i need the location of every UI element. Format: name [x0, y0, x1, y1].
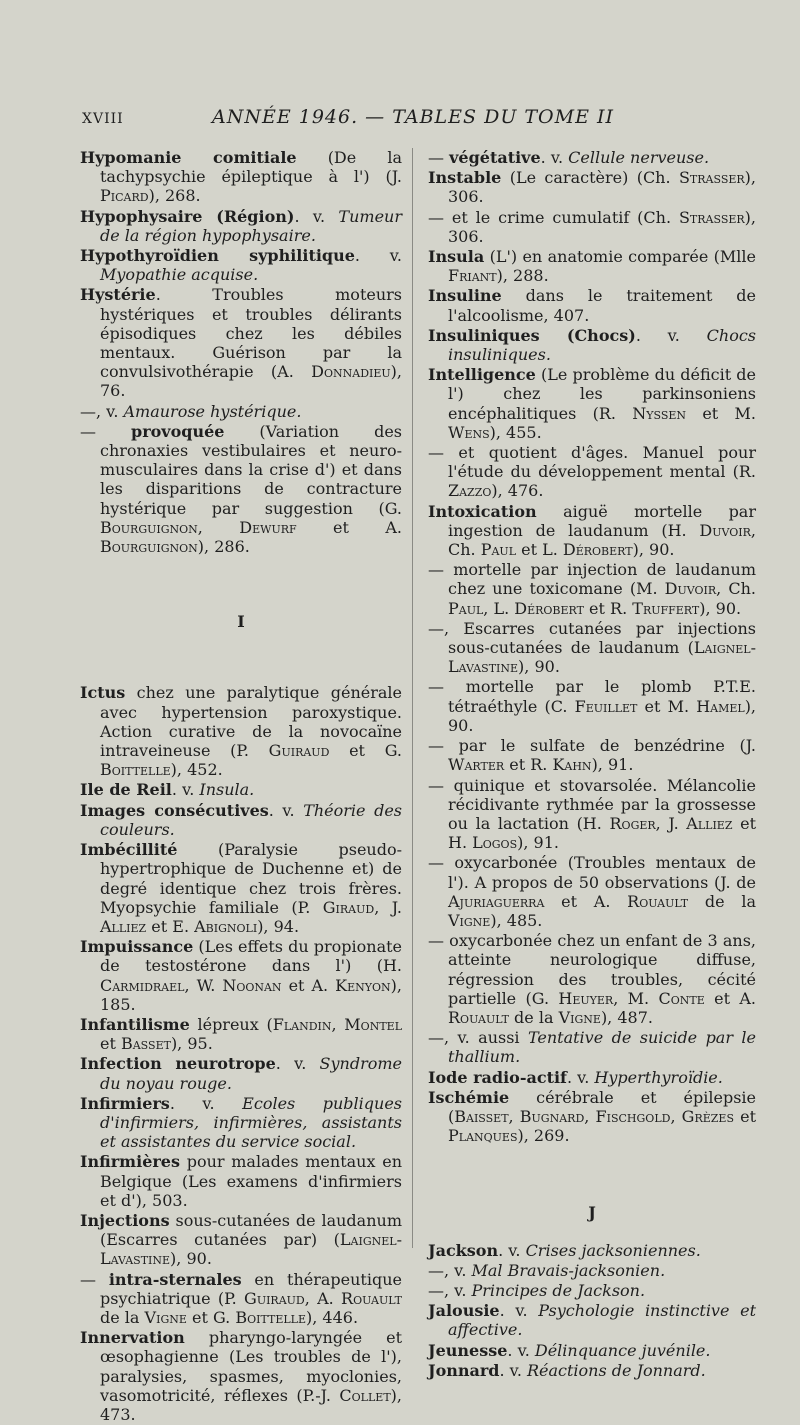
author-name: Conte	[658, 988, 705, 1008]
entry-text: ), 91.	[591, 755, 634, 775]
column-divider	[412, 148, 413, 1248]
cross-reference: Hyperthyroïdie.	[594, 1067, 723, 1087]
entry-text: (Variation des chronaxies vestibulaires et neuro-musculaires dans la crise d') et dans les disparitions de contracture hystérique par suggestion (G.	[100, 421, 402, 518]
index-entry	[428, 1361, 756, 1380]
entry-headword: Jalousie	[428, 1301, 500, 1321]
index-entry	[428, 365, 756, 442]
index-entry	[80, 422, 402, 556]
index-entry	[80, 207, 402, 245]
author-name: Bugnard	[519, 1106, 585, 1126]
entry-text: et A.	[704, 988, 756, 1008]
author-name: Guiraud	[268, 741, 330, 761]
entry-text: et H.	[448, 813, 757, 853]
entry-text: . v.	[498, 1240, 526, 1260]
entry-text: de la	[508, 1007, 559, 1027]
author-name: Baisset	[454, 1106, 509, 1126]
entry-text: , W.	[184, 975, 223, 995]
entry-text: — oxycarbonée (Troubles mentaux de l'). A propos de 50 observations (J. de	[428, 853, 756, 892]
entry-headword: Ile de Reil	[80, 780, 172, 800]
entry-text: de la	[688, 891, 756, 911]
author-name: Friant	[448, 266, 497, 286]
entry-text: ), 90.	[632, 540, 675, 560]
index-entries-right-top	[428, 148, 756, 1145]
entry-text: —, Escarres cutanées par injections sous-cutanées de laudanum (	[428, 618, 756, 658]
entry-text: , J.	[374, 897, 402, 917]
index-entry	[80, 246, 402, 284]
entry-text: aiguë mortelle par ingestion de laudanum (H.	[448, 501, 756, 540]
author-name: Rouault	[627, 891, 689, 911]
entry-text: ), 288.	[496, 266, 549, 286]
entry-text: (Le problème du déficit de l') chez les parkinsoniens encéphalitiques (R.	[448, 365, 756, 423]
entry-text: . v.	[635, 325, 707, 345]
author-name: Kahn	[552, 755, 592, 775]
entry-text: —	[428, 148, 450, 167]
cross-reference: Myopathie acquise.	[100, 265, 259, 285]
entry-text: . v.	[294, 206, 339, 226]
author-name: Warter	[448, 755, 505, 775]
index-entry	[428, 1301, 756, 1339]
entry-text: et A.	[296, 517, 403, 537]
index-entry	[80, 1015, 402, 1053]
entry-text: , A.	[304, 1288, 342, 1308]
author-name: Grèzes	[681, 1106, 734, 1126]
entry-text: — mortelle par le plomb P.T.E. tétraéthyle (C.	[428, 677, 756, 716]
entry-text: ), 306.	[448, 207, 756, 246]
entry-text: . v.	[354, 246, 402, 266]
cross-reference: Chocs insuliniques.	[448, 325, 756, 365]
author-name: Rouault	[341, 1288, 402, 1308]
author-name: Zazzo	[448, 481, 492, 501]
author-name: Rouault	[448, 1007, 509, 1027]
entry-text: ,	[197, 517, 240, 537]
entry-headword: Infirmières	[80, 1152, 180, 1172]
entry-text: ,	[331, 1014, 345, 1034]
index-entry	[428, 247, 756, 285]
entry-text: (Paralysie pseudo-hypertrophique de Duchenne et) de degré identique chez trois frères. Myopsychie familiale (P.	[100, 840, 402, 917]
entry-text: ,	[584, 1106, 596, 1126]
entry-text: . v.	[507, 1340, 535, 1360]
running-title: ANNÉE 1946. — TABLES DU TOME II	[212, 106, 614, 128]
author-name: Heuyer	[558, 988, 614, 1008]
entry-text: —, v.	[428, 1280, 472, 1300]
index-entry	[428, 1241, 756, 1260]
right-column	[428, 148, 756, 1381]
index-entry	[80, 402, 402, 421]
author-name: Wens	[448, 422, 490, 442]
entry-text: ), 95.	[170, 1034, 213, 1054]
cross-reference: Mal Bravais-jacksonien.	[471, 1260, 666, 1280]
entry-text: sous-cutanées de laudanum (Escarres cutanées par) (	[100, 1210, 402, 1250]
entry-headword: intra-sternales	[108, 1269, 242, 1289]
cross-reference: Crises jacksoniennes.	[525, 1240, 701, 1260]
author-name: Abignoli	[194, 916, 258, 936]
index-entry	[428, 286, 756, 324]
entry-text: et M.	[637, 696, 697, 716]
author-name: Nyssen	[632, 403, 687, 423]
index-entry	[428, 502, 756, 560]
index-entry	[428, 619, 756, 677]
index-entry	[428, 1028, 756, 1066]
index-entry	[428, 1088, 756, 1146]
author-name: Kenyon	[335, 975, 391, 995]
entry-text: —, v. aussi	[428, 1028, 528, 1048]
author-name: Basset	[120, 1034, 171, 1054]
entry-text: ,	[670, 1106, 682, 1126]
author-name: Giraud	[322, 897, 375, 917]
entry-headword: Hypomanie comitiale	[80, 148, 297, 167]
section-letter-j: J	[588, 1203, 596, 1223]
index-entry	[428, 168, 756, 206]
index-entry	[428, 853, 756, 930]
author-name: Alliez	[686, 813, 733, 833]
entry-headword: Jonnard	[428, 1360, 500, 1380]
author-name: Dérobert	[514, 598, 584, 618]
author-name: Collet	[339, 1385, 391, 1405]
cross-reference: Psychologie instinctive et affective.	[448, 1301, 756, 1340]
author-name: Alliez	[100, 916, 147, 936]
index-entry	[80, 1094, 402, 1152]
section-letter-i: I	[237, 612, 245, 632]
author-name: Paul	[448, 598, 484, 618]
entry-text: . Troubles moteurs hystériques et troubles délirants épisodiques chez les débiles mentaux. Guérison par la convulsivothérapie (A.	[100, 285, 402, 382]
entry-text: —	[80, 1269, 109, 1289]
author-name: Noonan	[222, 975, 282, 995]
entry-text: et E.	[146, 916, 195, 936]
index-entry	[428, 736, 756, 774]
index-entry	[80, 801, 402, 839]
cross-reference: Ecoles publiques d'infirmiers, infirmières, assistants et assistantes du service social.	[100, 1093, 403, 1152]
entry-text: ), 90.	[518, 657, 560, 677]
cross-reference: Principes de Jackson.	[471, 1280, 646, 1300]
index-entry	[428, 931, 756, 1027]
entry-headword: Infantilisme	[80, 1014, 190, 1034]
author-name: Vigne	[144, 1307, 187, 1327]
entry-text: —, v.	[80, 401, 124, 421]
cross-reference: Syndrome du noyau rouge.	[100, 1054, 402, 1093]
author-name: Fischgold	[595, 1106, 671, 1126]
entry-text: — mortelle par injection de laudanum chez une toxicomane (M.	[428, 560, 756, 599]
cross-reference: Théorie des couleurs.	[100, 800, 402, 839]
index-entry	[428, 560, 756, 618]
entry-text: ,	[508, 1106, 520, 1126]
entry-text: ), 269.	[517, 1126, 570, 1146]
author-name: Montel	[344, 1014, 402, 1034]
index-entry	[428, 1341, 756, 1360]
author-name: Guiraud	[244, 1288, 305, 1308]
author-name: Dérobert	[562, 540, 633, 560]
index-entry	[428, 776, 756, 853]
entry-text: ), 90.	[448, 696, 757, 735]
entry-text: . v.	[169, 1093, 243, 1113]
entry-headword: Instable	[428, 168, 502, 188]
entry-text: — oxycarbonée chez un enfant de 3 ans, atteinte neurologique diffuse, régression des troubles, cécité partielle (G.	[428, 931, 756, 1008]
index-entry	[80, 285, 402, 400]
entry-text: —, v.	[428, 1260, 472, 1280]
index-entry	[80, 683, 402, 779]
index-entry	[80, 1270, 402, 1328]
entry-text: ), 485.	[490, 910, 543, 930]
author-name: Logos	[472, 833, 518, 853]
cross-reference: Délinquance juvénile.	[534, 1340, 711, 1360]
entry-text: et	[100, 1034, 121, 1054]
entry-text: pour malades mentaux en Belgique (Les examens d'infirmiers et d'), 503.	[100, 1152, 402, 1210]
entry-headword: Hypothyroïdien syphilitique	[80, 246, 355, 266]
entry-text: . v.	[540, 148, 569, 167]
entry-headword: Hypophysaire (Région)	[80, 206, 295, 226]
entry-text: (Les effets du propionate de testostérone dans l') (H.	[100, 937, 402, 976]
entry-text: . v.	[566, 1067, 595, 1087]
index-entry	[80, 1211, 402, 1269]
author-name: Truffert	[632, 598, 700, 618]
entry-text: dans le traitement de l'alcoolisme, 407.	[448, 286, 756, 325]
entry-headword: Insuline	[428, 286, 502, 306]
entry-text: ), 452.	[170, 760, 223, 780]
entry-text: et G.	[186, 1307, 236, 1327]
entry-headword: Infirmiers	[80, 1093, 170, 1113]
entry-text: — et le crime cumulatif (Ch.	[428, 207, 679, 227]
entry-headword: Innervation	[80, 1328, 185, 1348]
author-name: Strasser	[678, 207, 745, 227]
author-name: Feuillet	[574, 696, 638, 716]
author-name: Vigne	[448, 910, 491, 930]
entry-text: ), 76.	[100, 362, 402, 401]
entry-text: , L.	[483, 598, 515, 618]
author-name: Laignel-Lavastine	[448, 638, 756, 677]
entry-text: ), 91.	[517, 833, 559, 853]
page-number: XVIII	[82, 111, 124, 127]
author-name: Hamel	[696, 696, 745, 716]
index-entries-right-bottom	[428, 1241, 756, 1380]
author-name: Flandin	[272, 1014, 332, 1034]
entry-text: et R.	[583, 598, 633, 618]
cross-reference: Cellule nerveuse.	[568, 148, 710, 167]
entry-text: . v.	[499, 1301, 539, 1321]
index-entry	[80, 1328, 402, 1424]
cross-reference: Insula.	[199, 780, 255, 800]
entry-text: lépreux (	[189, 1014, 273, 1034]
entry-text: , Ch.	[716, 579, 756, 599]
entry-text: . v.	[171, 780, 200, 800]
author-name: Boittelle	[100, 760, 171, 780]
entry-text: ), 268.	[148, 186, 201, 206]
author-name: Boittelle	[235, 1307, 307, 1327]
index-entry	[428, 1281, 756, 1300]
author-name: Picard	[100, 186, 149, 206]
index-entry	[80, 840, 402, 936]
entry-text: ), 90.	[699, 598, 742, 618]
left-column	[80, 148, 402, 1425]
entry-headword: Infection neurotrope	[80, 1054, 276, 1074]
entry-text: (Le caractère) (Ch.	[501, 168, 679, 188]
entry-text: (De la tachypsychie épileptique à l') (J.	[100, 148, 402, 187]
cross-reference: Amaurose hystérique.	[123, 401, 302, 421]
entry-text: , M.	[613, 988, 659, 1008]
index-entry	[80, 1152, 402, 1210]
entry-text: — par le sulfate de benzédrine (J.	[428, 736, 756, 756]
author-name: Strasser	[678, 168, 745, 188]
entry-headword: Jeunesse	[428, 1340, 508, 1360]
index-entry	[428, 208, 756, 246]
entry-text: et M.	[686, 403, 756, 423]
entry-text: , Ch.	[448, 520, 756, 560]
author-name: Donnadieu	[311, 362, 391, 382]
entry-text: et A.	[281, 975, 336, 995]
entry-text: . v.	[499, 1360, 527, 1380]
entry-text: de la	[100, 1307, 145, 1327]
entry-headword: Hystérie	[80, 285, 156, 305]
author-name: Bourguignon	[100, 517, 198, 537]
entry-headword: provoquée	[131, 421, 225, 441]
index-entry	[428, 677, 756, 735]
author-name: Laignel-Lavastine	[100, 1230, 402, 1269]
entry-headword: Iode radio-actif	[428, 1067, 567, 1087]
index-entry	[428, 326, 756, 364]
entry-text: — quinique et stovarsolée. Mélancolie récidivante rythmée par la grossesse ou la lactation (H.	[428, 775, 756, 833]
entry-text: — et quotient d'âges. Manuel pour l'étude du développement mental (R.	[428, 443, 756, 482]
entry-headword: Impuissance	[80, 937, 194, 957]
entry-text: ), 185.	[100, 975, 402, 1014]
entry-headword: Injections	[80, 1210, 170, 1230]
index-entry	[80, 937, 402, 1014]
author-name: Bourguignon	[100, 537, 198, 557]
entry-headword: Images consécutives	[80, 800, 269, 820]
cross-reference: Tumeur de la région hypophysaire.	[100, 206, 402, 245]
entry-text: et A.	[544, 891, 628, 911]
entry-headword: Intelligence	[428, 365, 536, 385]
index-entries-left-bottom	[80, 683, 402, 1424]
entry-text: chez une paralytique générale avec hypertension paroxystique. Action curative de la novocaïne intraveineuse (P.	[100, 683, 402, 761]
entry-text: . v.	[268, 800, 304, 820]
author-name: Roger	[609, 813, 656, 833]
author-name: Ajuriaguerra	[448, 891, 545, 911]
entry-headword: Insuliniques (Chocs)	[428, 325, 636, 345]
entry-text: cérébrale et épilepsie (	[448, 1087, 756, 1126]
entry-text: ), 286.	[197, 537, 250, 557]
author-name: Duvoir	[664, 579, 717, 599]
entry-text: en thérapeutique psychiatrique (P.	[100, 1269, 402, 1308]
page-header	[82, 106, 742, 128]
entry-text: et G.	[329, 741, 402, 761]
index-entry	[428, 148, 756, 167]
entry-headword: végétative	[449, 148, 541, 167]
entry-text: ), 306.	[448, 168, 756, 207]
entry-headword: Imbécillité	[80, 840, 178, 860]
entry-text: ), 90.	[170, 1249, 212, 1269]
index-entry	[428, 1261, 756, 1280]
entry-text: et	[733, 1106, 757, 1126]
entry-headword: Jackson	[428, 1240, 499, 1260]
cross-reference: Réactions de Jonnard.	[526, 1360, 706, 1380]
index-entry	[80, 148, 402, 206]
cross-reference: Tentative de suicide par le thallium.	[448, 1028, 757, 1067]
index-entries-left-top	[80, 148, 402, 556]
author-name: Planques	[448, 1126, 518, 1146]
entry-text: pharyngo-laryngée et œsophagienne (Les troubles de l'), paralysies, spasmes, myoclonies, vasomotricité, réflexes (P.-J.	[100, 1328, 402, 1405]
entry-text: ), 476.	[491, 481, 544, 501]
author-name: Carmidrael	[100, 975, 185, 995]
entry-text: et L.	[516, 540, 563, 560]
index-entry	[428, 1068, 756, 1087]
author-name: Duvoir	[699, 520, 751, 540]
entry-text: (L') en anatomie comparée (Mlle	[484, 247, 756, 267]
author-name: Paul	[480, 540, 517, 560]
entry-text: ), 94.	[257, 916, 300, 936]
entry-headword: Intoxication	[428, 501, 537, 521]
entry-headword: Ictus	[80, 683, 126, 703]
entry-text: ), 446.	[306, 1307, 359, 1327]
entry-text: . v.	[275, 1054, 320, 1074]
entry-headword: Insula	[428, 247, 485, 267]
entry-text: ), 473.	[100, 1385, 402, 1424]
entry-text: et R.	[504, 755, 553, 775]
entry-text: ), 455.	[489, 422, 542, 442]
index-entry	[80, 780, 402, 799]
author-name: Vigne	[558, 1007, 601, 1027]
entry-headword: Ischémie	[428, 1087, 510, 1107]
author-name: Dewurf	[239, 517, 297, 537]
index-entry	[428, 443, 756, 501]
entry-text: ), 487.	[600, 1007, 653, 1027]
index-entry	[80, 1054, 402, 1092]
entry-text: , J.	[655, 813, 687, 833]
entry-text: —	[80, 421, 131, 441]
